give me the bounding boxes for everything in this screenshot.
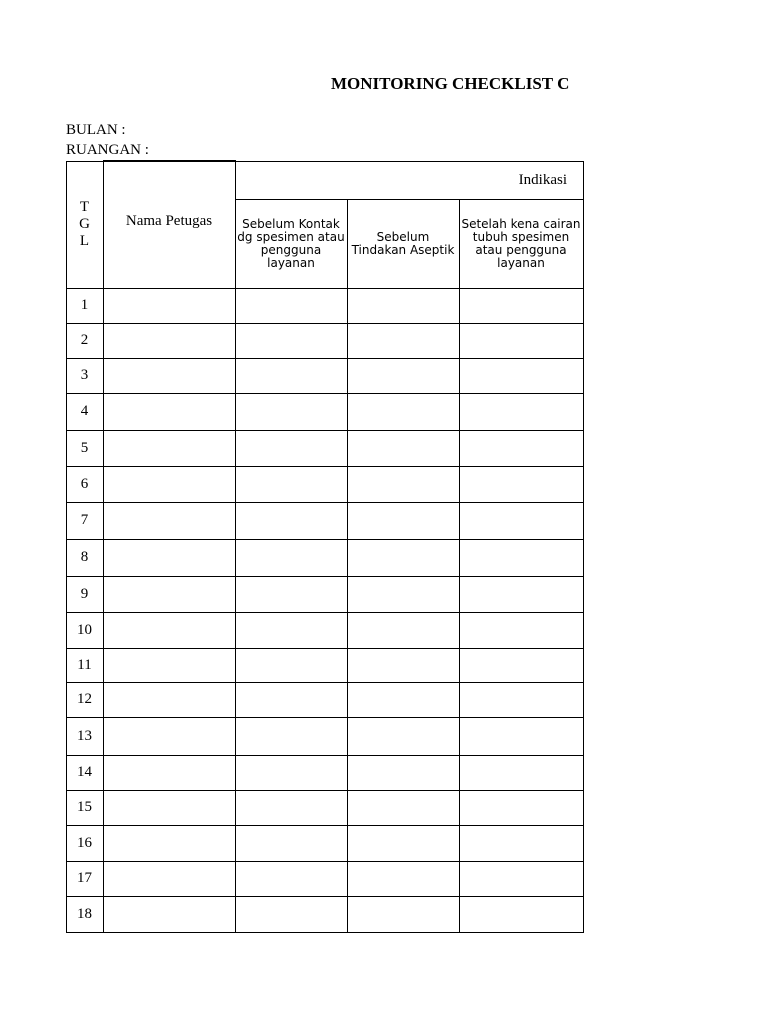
indication-3-cell[interactable] <box>459 717 583 755</box>
indication-3-cell[interactable] <box>459 393 583 430</box>
row-number: 16 <box>77 834 92 851</box>
nama-petugas-cell[interactable] <box>103 790 235 825</box>
row-number: 2 <box>80 332 89 348</box>
indication-3-cell[interactable] <box>459 502 583 539</box>
nama-petugas-cell[interactable] <box>103 896 235 932</box>
nama-petugas-cell[interactable] <box>103 648 235 682</box>
row-border-18 <box>66 932 584 933</box>
indication-1-cell[interactable] <box>235 430 347 466</box>
nama-petugas-cell[interactable] <box>103 825 235 861</box>
indication-1-cell[interactable] <box>235 861 347 896</box>
indication-label-2: Sebelum Tindakan Aseptik <box>351 229 455 257</box>
tgl-letter-l: L <box>79 233 90 249</box>
row-number: 15 <box>77 799 92 815</box>
indication-1-cell[interactable] <box>235 648 347 682</box>
table-row <box>66 682 583 717</box>
indication-3-cell[interactable] <box>459 682 583 717</box>
indication-3-cell[interactable] <box>459 648 583 682</box>
table-row <box>66 466 583 502</box>
indication-3-cell[interactable] <box>459 466 583 502</box>
indication-3-cell[interactable] <box>459 612 583 648</box>
nama-petugas-cell[interactable] <box>103 393 235 430</box>
nama-petugas-cell[interactable] <box>103 682 235 717</box>
indication-2-cell[interactable] <box>347 288 459 323</box>
indication-1-cell[interactable] <box>235 323 347 358</box>
nama-petugas-cell[interactable] <box>103 466 235 502</box>
ruangan-label: RUANGAN : <box>66 142 149 158</box>
indication-2-cell[interactable] <box>347 393 459 430</box>
nama-petugas-label: Nama Petugas <box>125 213 213 229</box>
indication-1-cell[interactable] <box>235 612 347 648</box>
indication-3-cell[interactable] <box>459 539 583 576</box>
indication-2-cell[interactable] <box>347 717 459 755</box>
indication-3-cell[interactable] <box>459 825 583 861</box>
indication-3-cell[interactable] <box>459 358 583 393</box>
row-number: 11 <box>77 656 92 673</box>
indication-1-cell[interactable] <box>235 502 347 539</box>
indication-2-cell[interactable] <box>347 896 459 932</box>
indication-2-cell[interactable] <box>347 502 459 539</box>
row-number: 1 <box>80 297 89 313</box>
nama-petugas-cell[interactable] <box>103 755 235 790</box>
indication-1-cell[interactable] <box>235 393 347 430</box>
nama-petugas-cell[interactable] <box>103 576 235 612</box>
table-row <box>66 323 583 358</box>
indication-2-cell[interactable] <box>347 755 459 790</box>
indikasi-group-header <box>235 161 583 199</box>
row-number: 17 <box>77 870 92 886</box>
table-row <box>66 502 583 539</box>
indication-3-cell[interactable] <box>459 861 583 896</box>
nama-petugas-cell[interactable] <box>103 612 235 648</box>
indication-3-cell[interactable] <box>459 755 583 790</box>
indication-2-cell[interactable] <box>347 861 459 896</box>
nama-petugas-cell[interactable] <box>103 358 235 393</box>
row-number: 12 <box>77 691 92 707</box>
table-row <box>66 358 583 393</box>
tgl-letter-g: G <box>79 216 90 232</box>
row-number: 5 <box>80 439 89 456</box>
row-number: 8 <box>80 549 89 565</box>
tgl-letter-t: T <box>79 199 90 215</box>
nama-petugas-cell[interactable] <box>103 861 235 896</box>
indication-1-cell[interactable] <box>235 825 347 861</box>
col-border-right <box>583 161 584 933</box>
indication-1-cell[interactable] <box>235 466 347 502</box>
nama-petugas-cell[interactable] <box>103 430 235 466</box>
row-number: 3 <box>80 367 89 383</box>
indication-3-cell[interactable] <box>459 790 583 825</box>
indication-2-cell[interactable] <box>347 539 459 576</box>
table-row <box>66 539 583 576</box>
nama-petugas-cell[interactable] <box>103 539 235 576</box>
indication-2-cell[interactable] <box>347 323 459 358</box>
bulan-label: BULAN : <box>66 122 126 138</box>
nama-petugas-cell[interactable] <box>103 717 235 755</box>
indication-1-cell[interactable] <box>235 539 347 576</box>
indication-2-cell[interactable] <box>347 358 459 393</box>
nama-petugas-cell[interactable] <box>103 288 235 323</box>
indication-2-cell[interactable] <box>347 612 459 648</box>
indication-1-cell[interactable] <box>235 358 347 393</box>
nama-petugas-cell[interactable] <box>103 323 235 358</box>
table-row <box>66 288 583 323</box>
indication-2-cell[interactable] <box>347 576 459 612</box>
indikasi-underline <box>235 199 584 200</box>
row-number: 14 <box>77 764 92 780</box>
table-row <box>66 861 583 896</box>
nama-petugas-cell[interactable] <box>103 502 235 539</box>
indication-3-cell[interactable] <box>459 288 583 323</box>
indikasi-label: Indikasi <box>518 171 567 188</box>
table-row <box>66 896 583 932</box>
table-row <box>66 717 583 755</box>
row-number: 9 <box>80 585 89 602</box>
row-number: 4 <box>80 403 89 419</box>
nama-petugas-header <box>103 161 235 288</box>
table-row <box>66 648 583 682</box>
table-row <box>66 790 583 825</box>
indication-3-cell[interactable] <box>459 323 583 358</box>
row-number: 6 <box>80 475 89 492</box>
indication-3-cell[interactable] <box>459 896 583 932</box>
table-row <box>66 393 583 430</box>
row-number: 18 <box>77 905 92 922</box>
indication-1-cell[interactable] <box>235 790 347 825</box>
indication-1-cell[interactable] <box>235 717 347 755</box>
table-top-border-accent <box>103 160 236 161</box>
table-row <box>66 430 583 466</box>
row-number: 10 <box>77 621 92 638</box>
indication-1-cell[interactable] <box>235 576 347 612</box>
indication-2-cell[interactable] <box>347 466 459 502</box>
indication-2-cell[interactable] <box>347 790 459 825</box>
indication-2-cell[interactable] <box>347 648 459 682</box>
indication-header-3 <box>459 199 583 288</box>
indication-2-cell[interactable] <box>347 682 459 717</box>
row-number: 13 <box>77 727 92 744</box>
row-number: 7 <box>80 512 89 528</box>
indication-header-2 <box>347 199 459 288</box>
table-row <box>66 576 583 612</box>
indication-header-1 <box>235 199 347 288</box>
indication-label-3: Setelah kena cairan tubuh spesimen atau pengguna layanan <box>461 216 581 270</box>
indication-3-cell[interactable] <box>459 430 583 466</box>
indication-label-1: Sebelum Kontak dg spesimen atau pengguna layanan <box>237 216 345 270</box>
table-top-border <box>66 161 584 162</box>
table-row <box>66 825 583 861</box>
table-row <box>66 612 583 648</box>
indication-2-cell[interactable] <box>347 430 459 466</box>
indication-2-cell[interactable] <box>347 825 459 861</box>
indication-1-cell[interactable] <box>235 755 347 790</box>
indication-1-cell[interactable] <box>235 896 347 932</box>
indication-1-cell[interactable] <box>235 288 347 323</box>
table-row <box>66 755 583 790</box>
indication-3-cell[interactable] <box>459 576 583 612</box>
indication-1-cell[interactable] <box>235 682 347 717</box>
tgl-header <box>66 161 103 288</box>
page-title: MONITORING CHECKLIST C <box>331 74 570 93</box>
